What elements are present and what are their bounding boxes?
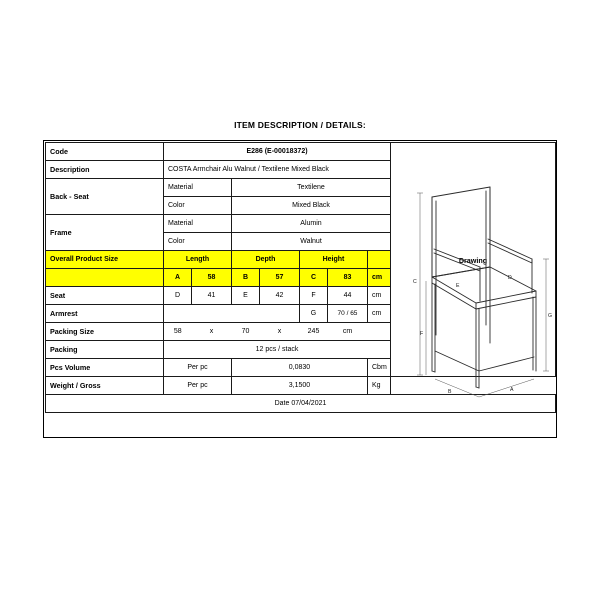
row-label-packing: Packing [46, 341, 164, 359]
row-label-code: Code [46, 143, 164, 161]
row-label-weight: Weight / Gross [46, 377, 164, 395]
row-sublabel-backseat-material: Material [164, 179, 232, 197]
packing-width: 70 [232, 323, 260, 341]
packing-size-pad [368, 323, 391, 341]
document-date: Date 07/04/2021 [46, 395, 556, 413]
armrest-value-g: 70 / 65 [328, 305, 368, 323]
col-header-height: Height [300, 251, 368, 269]
seat-value-d: 41 [192, 287, 232, 305]
pcs-volume-per: Per pc [164, 359, 232, 377]
row-value-frame-material: Alumin [232, 215, 391, 233]
row-label-description: Description [46, 161, 164, 179]
drawing-label-g: G [548, 313, 553, 319]
table-row-code [46, 143, 556, 161]
drawing-header: Drawing [458, 256, 488, 266]
dim-unit-main: cm [368, 269, 391, 287]
drawing-label-b: B [448, 389, 452, 395]
pcs-volume-unit: Cbm [368, 359, 391, 377]
col-header-length: Length [164, 251, 232, 269]
row-label-frame: Frame [46, 215, 164, 251]
drawing-label-d: D [508, 275, 512, 281]
seat-value-e: 42 [260, 287, 300, 305]
weight-value: 3,1500 [232, 377, 368, 395]
dim-value-a: 58 [192, 269, 232, 287]
dim-value-b: 57 [260, 269, 300, 287]
armrest-unit: cm [368, 305, 391, 323]
row-value-frame-color: Walnut [232, 233, 391, 251]
seat-key-d: D [164, 287, 192, 305]
row-label-overall-values [46, 269, 164, 287]
row-label-seat: Seat [46, 287, 164, 305]
row-label-pcs-volume: Pcs Volume [46, 359, 164, 377]
col-header-unit-blank [368, 251, 391, 269]
packing-x2: x [260, 323, 300, 341]
row-label-packing-size: Packing Size [46, 323, 164, 341]
seat-value-f: 44 [328, 287, 368, 305]
dim-key-c: C [300, 269, 328, 287]
row-value-code: E286 (E-00018372) [164, 143, 391, 161]
seat-key-e: E [232, 287, 260, 305]
row-label-overall-size: Overall Product Size [46, 251, 164, 269]
row-value-backseat-material: Textilene [232, 179, 391, 197]
weight-unit: Kg [368, 377, 391, 395]
drawing-label-e: E [456, 283, 460, 289]
row-label-back-seat: Back - Seat [46, 179, 164, 215]
packing-unit: cm [328, 323, 368, 341]
chair-technical-drawing [404, 175, 554, 400]
page-title: ITEM DESCRIPTION / DETAILS: [234, 120, 366, 130]
armrest-empty-cells [164, 305, 300, 323]
packing-height: 245 [300, 323, 328, 341]
dim-value-c: 83 [328, 269, 368, 287]
row-value-packing: 12 pcs / stack [164, 341, 391, 359]
drawing-label-a: A [510, 387, 514, 393]
row-value-backseat-color: Mixed Black [232, 197, 391, 215]
weight-per: Per pc [164, 377, 232, 395]
drawing-label-c: C [413, 279, 417, 285]
pcs-volume-value: 0,0830 [232, 359, 368, 377]
packing-length: 58 [164, 323, 192, 341]
row-sublabel-frame-color: Color [164, 233, 232, 251]
seat-key-f: F [300, 287, 328, 305]
dim-key-b: B [232, 269, 260, 287]
drawing-label-f: F [420, 331, 424, 337]
packing-x1: x [192, 323, 232, 341]
dim-key-a: A [164, 269, 192, 287]
row-sublabel-frame-material: Material [164, 215, 232, 233]
row-label-armrest: Armrest [46, 305, 164, 323]
row-value-description: COSTA Armchair Alu Walnut / Textilene Mixed Black [164, 161, 391, 179]
armrest-key-g: G [300, 305, 328, 323]
col-header-depth: Depth [232, 251, 300, 269]
row-sublabel-backseat-color: Color [164, 197, 232, 215]
seat-unit: cm [368, 287, 391, 305]
